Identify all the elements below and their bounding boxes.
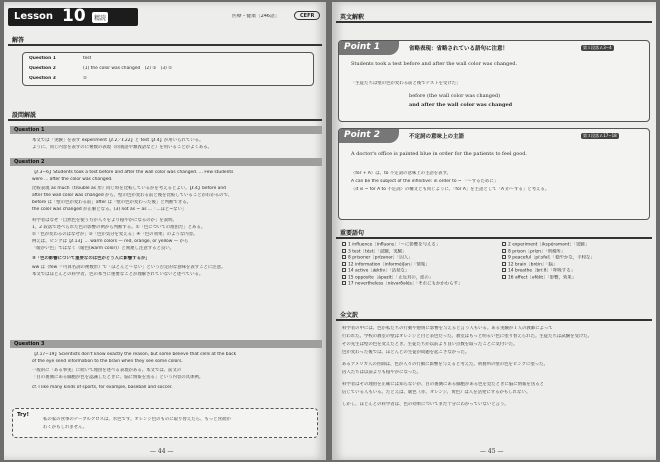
lesson-number: 10 (62, 6, 86, 26)
right-page (332, 2, 656, 460)
vocab-item: 9 peaceful［píːsfəl］「穏やかな，平和な」 (502, 255, 650, 262)
point2-ref: 第３段落 ℓ.17−18 (583, 133, 617, 138)
translation-line-3: その先生は壁の色を変えたとき、生徒たちが以前より良い点数を取ったことに気付いた。 (342, 342, 518, 347)
translation-line-7: 科学者はその理由を正確には知らないが、目の裏側にある細胞がある色を見たときに脳に情報を送ると (342, 382, 544, 387)
vocab-item: 12 brain［bréin］「脳」 (502, 262, 650, 269)
vocab-item: 12 information［ìnfərméiʃən］「情報」 (342, 262, 492, 269)
right-page-number: — 45 — (480, 448, 504, 455)
q2-line-10: 例えば、ピンクは【ℓ.13】... warm colors — red, orange, or yellow — から (32, 239, 189, 244)
point2-label: Point 2 (344, 130, 380, 140)
vocab-title: 重要語句 (340, 230, 365, 237)
vocab-item: 1 influence［ínfluəns］「〜に影響を与える」 (342, 242, 492, 249)
interpretation-title: 英文解釈 (340, 14, 365, 21)
q3-line-2: of the eye send information to the brain when they see some colors. (32, 359, 183, 364)
q2-line-14: 本文ではほとんどの科学者、色の本当に重要なことが理解されていないと述べている。 (32, 272, 204, 277)
left-page-number: — 44 — (150, 448, 174, 455)
q2-line-2: were ... after the color was changed. (32, 177, 113, 182)
try-box (12, 408, 318, 438)
q2-line-6: the color was changed が正解となる。(3) not as ~ as ...「...ほど~ない」 (32, 207, 187, 212)
lesson-kind-badge: 精読 (92, 12, 108, 23)
point1-heading: 省略表現：省略されている語句に注意！ (409, 46, 509, 52)
translation-line-2: 行われた。学校の教室の壁はオレンジと白と茶色だった。教室はもっと明るい色に塗り替えられた。生徒たちは試験を受けた。 (342, 334, 593, 339)
q1-label: Question 1 (14, 127, 45, 133)
topic-label: 医療・健康［246語］ (232, 14, 280, 19)
q1-line-2: ように、同じ内容を表すのに複数の表現（同義語や類義語など）を用いることがよくある。 (32, 145, 213, 150)
q2-label: Question 2 (14, 159, 45, 165)
q2-line-13: ww は（few ＝可算名詞の複数形）で「ほとんど〜ない」という否定的な意味を表すことに注意。 (32, 265, 226, 270)
q2-line-12: ③「色の影響について重要なのは色がどう人に影響するか」 (32, 256, 150, 261)
translation-title: 全文訳 (340, 312, 359, 319)
q1-bar (10, 126, 322, 134)
point1-sentence: Students took a test before and after the wall color was changed. (351, 61, 518, 67)
translation-line-1: 科学者の中には、色が私たちの行動や感情に影響を与えると言う人もいる。ある実験が１人の教師によって (342, 326, 553, 331)
translation-rule (336, 319, 652, 321)
point2-sentence: A doctor's office is painted blue in order for the patients to feel good. (351, 151, 528, 157)
point2-label-shape (339, 129, 399, 143)
point1-line-3: and after the wall color was changed (409, 102, 513, 108)
q1-line-1: 本文では「実験」を表す experiment【ℓ.2／ℓ.22】と test【ℓ.4】が用いられている。 (32, 138, 204, 143)
translation-line-6: 囚人たちは以前よりも穏やかになった。 (342, 370, 422, 375)
translation-line-5: あるアメリカ人の医師は、色が人々の行動に影響を与えると考えた。刑務所の壁の色をピンクに塗った。 (342, 362, 548, 367)
explain-title: 設問解説 (12, 112, 37, 119)
q3-line-1: 【ℓ.17−19】Scientists don't know exactly the reason, but some believe that cells at the back (32, 352, 237, 357)
level-badge (294, 11, 320, 20)
translation-line-9: しかし、ほとんどの科学者は、色の効果についてまだ十分にわかっていないと言う。 (342, 402, 509, 407)
vocab-item: 8 prison［prízn］「刑務所」 (502, 249, 650, 256)
q3-label: Question 3 (14, 341, 45, 347)
q2-line-7: 科学者はなぜ「自然色を使う方が人々をより穏やかになるのか」を説明。 (32, 218, 177, 223)
answer-q2-label: Question 2 (29, 66, 56, 71)
point2-line-1: 〈for + A〉は、to 不定詞の意味上の主語を表す。 (351, 171, 451, 176)
try-text-2: わくかもしれません。 (43, 425, 88, 430)
vocab-item: 14 breathe［bríːð］「呼吸する」 (502, 268, 650, 275)
point1-line-2: before (the wall color was changed) (409, 93, 501, 99)
point1-label-shape (339, 41, 399, 55)
translation-line-8: 信じている人もいる。たとえば、暖色（赤、オレンジ、黄色）は人を活発にするかもしれない。 (342, 390, 531, 395)
q3-line-5: cf. I like many kinds of sports, for example, baseball and soccer. (32, 385, 173, 390)
q3-bar (10, 340, 322, 348)
answers-rule (8, 44, 322, 46)
answers-box (22, 52, 314, 86)
answer-q3-label: Question 3 (29, 76, 56, 81)
explain-rule (8, 119, 322, 121)
point2-heading: 不定詞の意味上の主語 (409, 134, 465, 140)
point2-line-2: A can be the subject of the infinitive: in order to ~ 「〜するために」 (351, 179, 499, 184)
vocab-item: 2 experiment［ikspérəmənt］「実験」 (502, 242, 650, 249)
point1-ref: 第１段落 ℓ.3−4 (583, 45, 612, 50)
q2-line-11: 「暖かい色」ではなく（暖色(warm color)）と関連し注意すると良い。 (32, 246, 175, 251)
point1-box (338, 40, 650, 122)
point1-label: Point 1 (344, 42, 380, 52)
q2-bar (10, 158, 322, 166)
q3-line-4: 「目の裏側にある細胞が色を認識したときに、脳に情報を送る」という内容の具体例。 (32, 375, 204, 380)
q2-line-1: 【ℓ.3−6】Students took a test before and after the wall color was changed. ... Few students (32, 170, 234, 175)
vocab-right-column (502, 242, 650, 281)
vocab-item: 14 active［ǽktiv］「活発な」 (342, 268, 492, 275)
vocab-item: 17 nevertheless［nèvərðəlés］「それにもかかわらず」 (342, 281, 492, 288)
vocab-left-column (342, 242, 492, 288)
q2-line-5: before は「壁の色が変わる前」after は「壁の色が変わった後」と判断できる。 (32, 200, 191, 205)
point2-line-3: 〈it is ~ for A to 不定詞〉の構文とも同じように、「for A」を主語として「A が〜する」と考える。 (351, 187, 550, 192)
try-label: Try! (17, 412, 29, 418)
point2-box (338, 128, 650, 220)
vocab-rule (336, 237, 652, 239)
translation-line-4: 色が変わった後では、ほとんどの生徒が問題を起こさなかった。 (342, 350, 470, 355)
lesson-header (8, 8, 138, 26)
vocab-item: 3 test［tést］「試験，実験」 (342, 249, 492, 256)
q3-line-3: 一般的に「ある事実」に続いて理由を述べる表現がある。本文では、前文の (32, 368, 182, 373)
vocab-item: 15 opposite［ápəzit］「正反対の，逆の」 (342, 275, 492, 282)
answer-q1-label: Question 1 (29, 56, 56, 61)
answer-q1-value: test (83, 56, 92, 61)
point1-line-1: 「生徒たちは壁の色が変わる前と後でテストを受けた」 (351, 81, 461, 86)
answer-q3-value: ② (83, 76, 87, 81)
lesson-word: Lesson (14, 11, 54, 22)
answers-title: 解答 (12, 37, 25, 44)
interpretation-rule (336, 21, 652, 23)
left-page (4, 2, 326, 460)
q2-line-4: after the wall color was changed から、壁の色が変わる前と後を比較していることがわかるので、 (32, 193, 233, 198)
try-text-1: 私の家の食事のテーブルクロスは、水色です。オレンジ色のものに取り替えたら、もっと食欲が (43, 417, 231, 422)
q2-line-8: 1，2 段落で述べられた色の影響の例から判断する。①「色についての理由だ」とある。 (32, 225, 206, 230)
q2-line-9: ②「色が変わるのはなぜか」③「色が気分を変える」④「色の効果」のような内容。 (32, 232, 198, 237)
vocab-item: 16 affect［əfékt］「影響，効果」 (502, 275, 650, 282)
answer-q2-value: (1) the color was changed (2) ③ (3) ① (83, 66, 173, 71)
vocab-item: 8 prisoner［prízənər］「囚人」 (342, 255, 492, 262)
q2-line-3: 比較表現 as much（trouble as 形）同じ時を比較しているかを考えるとよい。【ℓ.4】before and (32, 186, 226, 191)
level-text: CEFR (300, 13, 315, 19)
